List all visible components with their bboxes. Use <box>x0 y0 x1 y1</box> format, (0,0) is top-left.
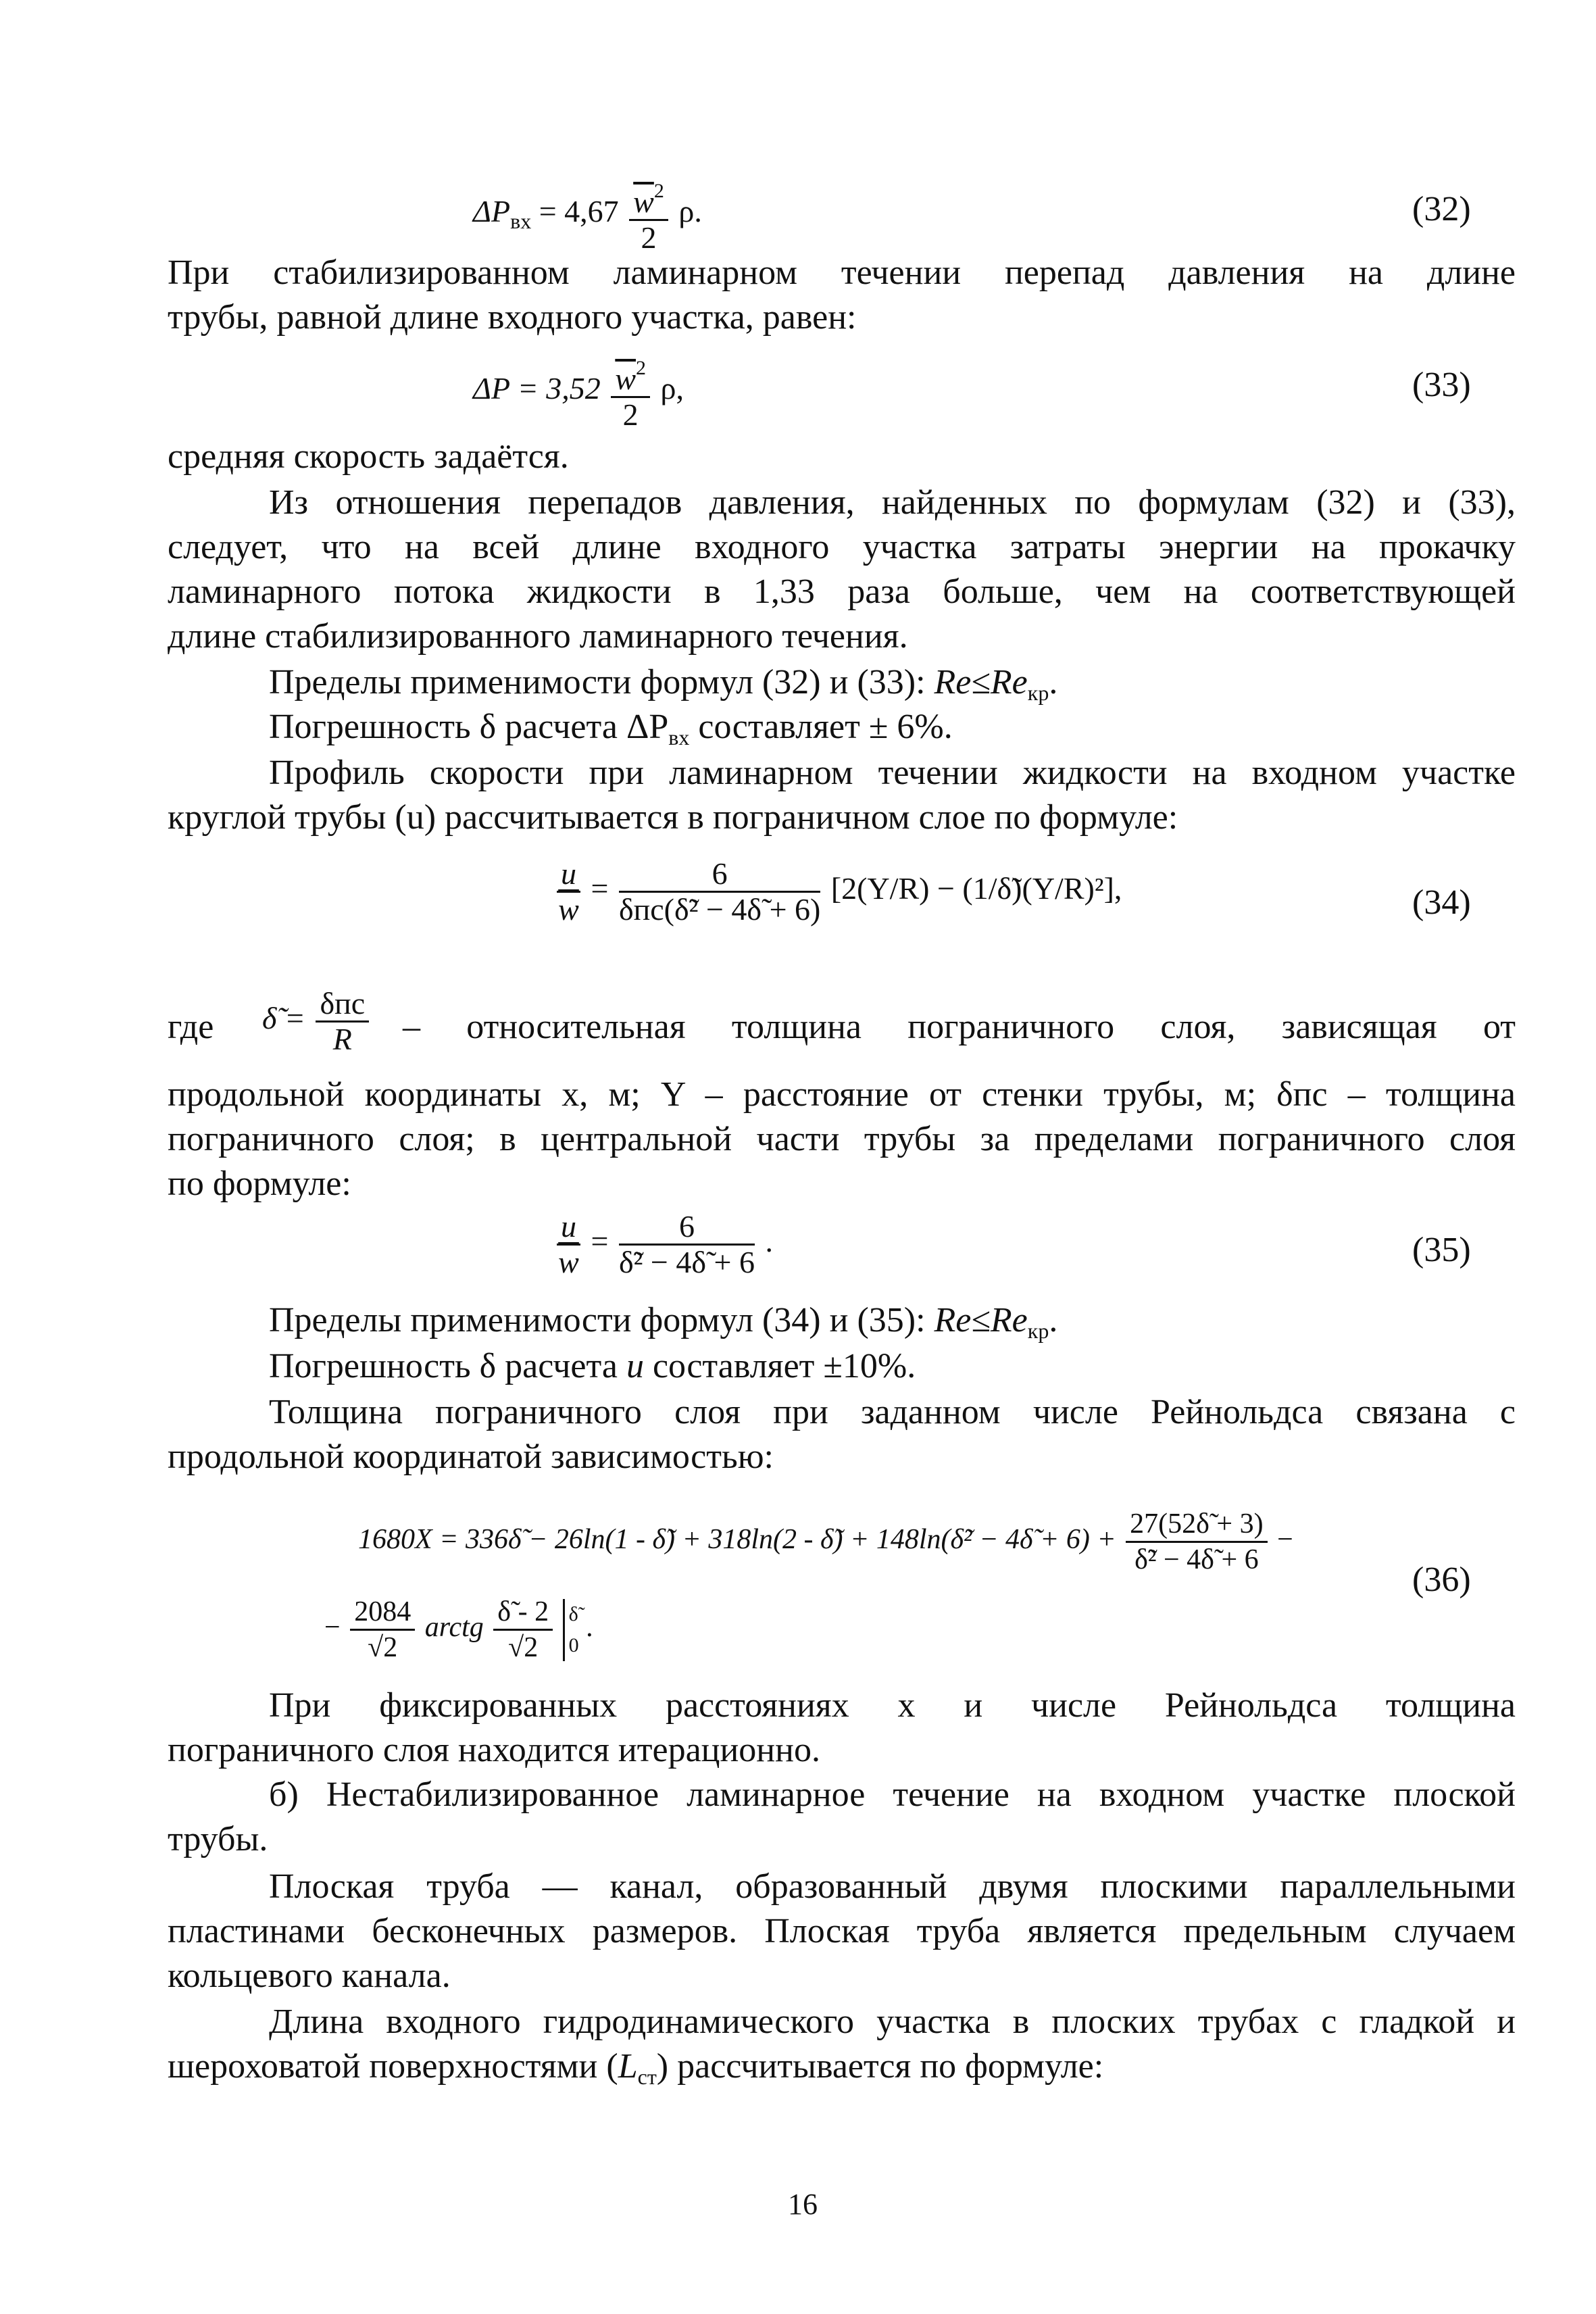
p3-line1: Из отношения перепадов давления, найденных по формулам (32) и (33), <box>269 483 1516 522</box>
p4: Пределы применимости формул (32) и (33): $Re\le Re_{кр}$. <box>269 663 1058 705</box>
p9: Пределы применимости формул (34) и (35): $Re\le Re_{кр}$. <box>269 1301 1058 1343</box>
p11-line2: продольной координатой зависимостью: <box>168 1437 774 1476</box>
p14-line1: Плоская труба — канал, образованный двумя плоскими параллельными <box>269 1867 1516 1906</box>
p15-line1: Длина входного гидродинамического участка в плоских трубах с гладкой и <box>269 2002 1516 2041</box>
p3-line4: длине стабилизированного ламинарного течения. <box>168 617 908 656</box>
equation-36-line2: − $\frac{2084}{√2}$ arctg $\frac{\deltã - 2}{√2}$ δ̃ 0 . <box>324 1596 593 1663</box>
equation-35: $\frac{u}{w}$ = $\frac{6}{\text{δ̃² − 4δ̃ + 6}}$ . <box>554 1210 773 1279</box>
eq36-limits: δ̃ 0 <box>563 1599 579 1661</box>
eq33-label: (33) <box>1412 366 1471 404</box>
eq34-bracket: [2(Y/R) − (1/δ̃)(Y/R)²], <box>830 871 1122 906</box>
p15-line2: шероховатой поверхностями $(L_{ст})$ рассчитывается по формуле: <box>168 2047 1104 2089</box>
equation-36-line1: 1680X = 336δ̃ − 26ln(1 - δ̃) + 318ln(2 - δ̃) + 148ln(δ̃² − 4δ̃ + 6) + $\frac{27(52\deltã + 3)}{\text{δ̃² − 4δ̃ + 6}}$ − <box>358 1508 1293 1575</box>
p2: средняя скорость задаётся. <box>168 437 569 476</box>
p7-rest: – относительная толщина пограничного слоя, зависящая от <box>403 1008 1516 1046</box>
eq32-eq: = 4,67 <box>531 194 619 229</box>
equation-34: $\frac{u}{w}$ = $\frac{6}{\text{δпс(δ̃² − 4δ̃ + 6)}}$ [2(Y/R) − (1/δ̃)(Y/R)²], <box>554 857 1122 927</box>
p5: Погрешность δ расчета $\Delta P_{вх}$ составляет ± 6%. <box>269 708 953 749</box>
p8-line1: продольной координаты x, м; Y – расстояние от стенки трубы, м; δпс – толщина <box>168 1075 1516 1114</box>
equation-32 <box>473 174 702 255</box>
p8-line2: пограничного слоя; в центральной части трубы за пределами пограничного слоя <box>168 1120 1516 1158</box>
equation-33: ΔP = 3,52 $\frac{\overline{w}^2}{2}$ ρ, <box>473 351 684 432</box>
p1-line1: При стабилизированном ламинарном течении перепад давления на длине <box>168 253 1516 292</box>
p14-line3: кольцевого канала. <box>168 1956 451 1995</box>
eq32-label: (32) <box>1412 190 1471 228</box>
eq32-fraction: $\frac{\overline{w}^2}{2}$ <box>629 174 668 255</box>
p1-line2: трубы, равной длине входного участка, равен: <box>168 298 857 337</box>
p8-line3: по формуле: <box>168 1164 351 1203</box>
eq32-lhs: ΔP <box>473 194 511 229</box>
eq32-lhs-sub: вх <box>510 209 532 234</box>
p13-line1: б) Нестабилизированное ламинарное течение на входном участке плоской <box>269 1775 1516 1814</box>
eq34-coef: $\frac{6}{\text{δпс(δ̃² − 4δ̃ + 6)}}$ <box>618 856 821 927</box>
eq34-label: (34) <box>1412 883 1471 922</box>
eq33-fraction: $\frac{\overline{w}^2}{2}$ <box>611 351 650 432</box>
page-number: 16 <box>788 2188 818 2221</box>
p7-where: где <box>168 1008 214 1046</box>
eq36-label: (36) <box>1412 1560 1471 1599</box>
p6-line1: Профиль скорости при ламинарном течении жидкости на входном участке <box>269 754 1516 792</box>
p12-line2: пограничного слоя находится итерационно. <box>168 1731 820 1769</box>
eq35-label: (35) <box>1412 1231 1471 1269</box>
p6-line2: круглой трубы (u) рассчитывается в пограничном слое по формуле: <box>168 798 1178 837</box>
p12-line1: При фиксированных расстояниях x и числе Рейнольдса толщина <box>269 1686 1516 1725</box>
p13-line2: трубы. <box>168 1820 268 1858</box>
eq32-after: ρ. <box>678 194 702 229</box>
p14-line2: пластинами бесконечных размеров. Плоская труба является предельным случаем <box>168 1912 1516 1950</box>
p3-line2: следует, что на всей длине входного участка затраты энергии на прокачку <box>168 528 1516 566</box>
p3-line3: ламинарного потока жидкости в 1,33 раза больше, чем на соответствующей <box>168 572 1516 611</box>
p11-line1: Толщина пограничного слоя при заданном числе Рейнольдса связана с <box>269 1393 1516 1431</box>
p10: Погрешность δ расчета u составляет ±10%. <box>269 1347 916 1385</box>
delta-tilde-definition: δ̃ = $\frac{\text{δпс}}{R}$ <box>262 987 372 1056</box>
